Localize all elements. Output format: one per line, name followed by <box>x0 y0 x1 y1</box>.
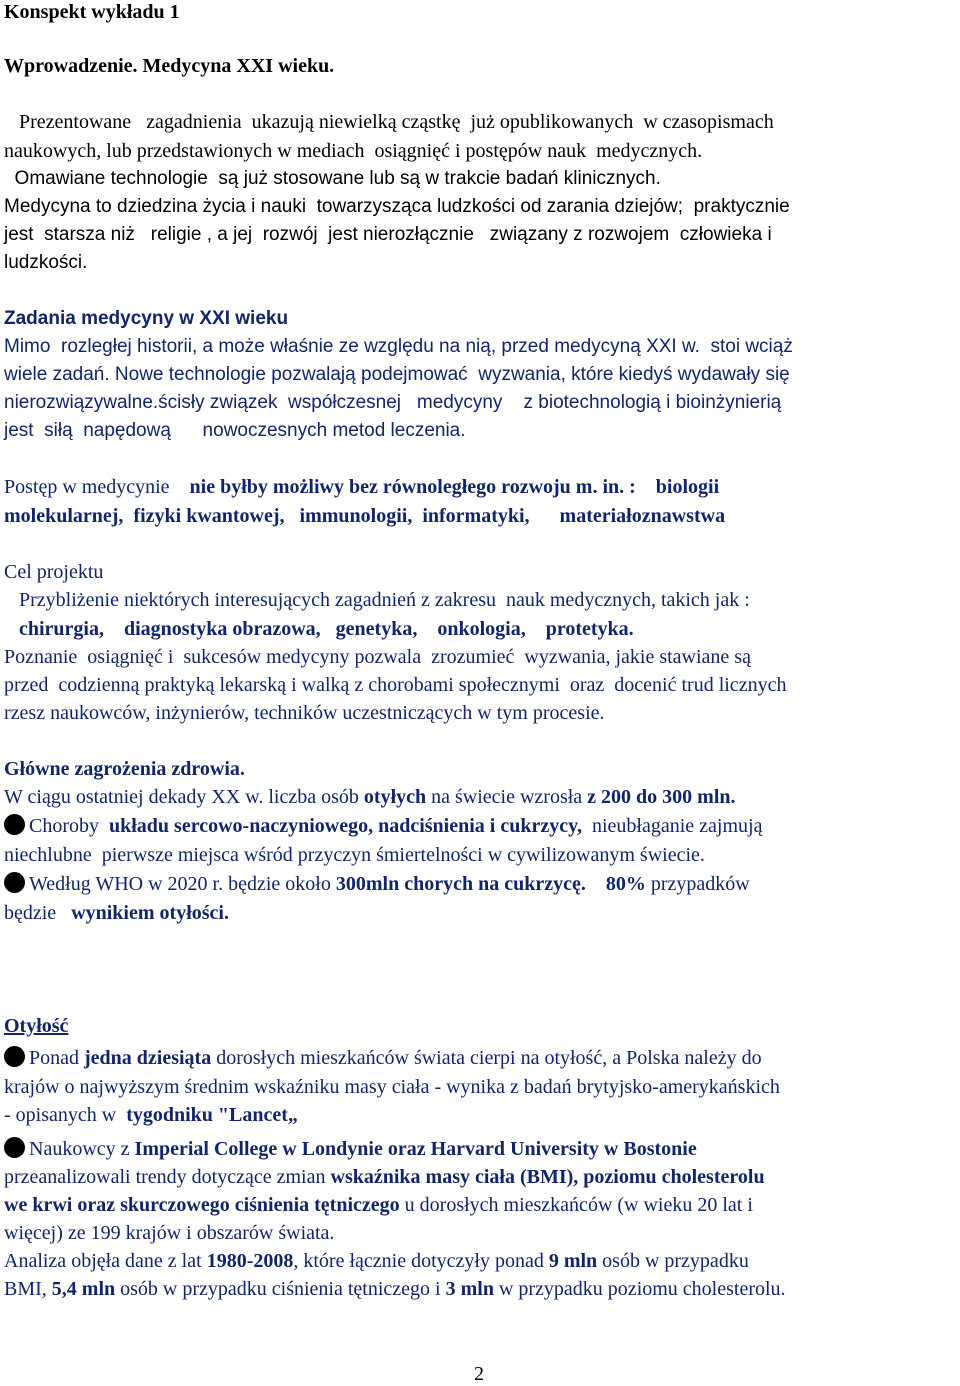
threats-line1: W ciągu ostatniej dekady XX w. liczba osób otyłych na świecie wzrosła z 200 do 300 mln. <box>4 786 736 808</box>
progress-line1: Postęp w medycynie nie byłby możliwy bez równoległego rozwoju m. in. : biologii <box>4 476 720 498</box>
goal-line2: chirurgia, diagnostyka obrazowa, genetyka, onkologia, protetyka. <box>4 618 634 640</box>
obesity-bullet2: Naukowcy z Imperial College w Londynie oraz Harvard University w Bostonie <box>4 1137 960 1161</box>
document-title: Konspekt wykładu 1 <box>4 1 180 23</box>
obesity-heading: Otyłość <box>4 1015 69 1037</box>
goal-line4: przed codzienną praktyką lekarską i walką z chorobami społecznymi oraz docenić trud licznych <box>4 674 787 696</box>
obesity-bullet1-line2: krajów o najwyższym średnim wskaźniku masy ciała - wynika z badań brytyjsko-amerykańskich <box>4 1076 780 1098</box>
intro-p1-line2: naukowych, lub przedstawionych w mediach osiągnięć i postępów nauk medycznych. <box>4 140 703 162</box>
obesity-analysis-line1: Analiza objęła dane z lat 1980-2008, które łącznie dotyczyły ponad 9 mln osób w przypadku <box>4 1250 749 1272</box>
threats-heading: Główne zagrożenia zdrowia. <box>4 758 245 780</box>
goal-heading: Cel projektu <box>4 561 104 583</box>
intro-heading: Wprowadzenie. Medycyna XXI wieku. <box>4 55 335 77</box>
goal-line5: rzesz naukowców, inżynierów, techników uczestniczących w tym procesie. <box>4 702 605 724</box>
tasks-line2: wiele zadań. Nowe technologie pozwalają podejmować wyzwania, które kiedyś wydawały się <box>4 364 790 385</box>
intro-p2: Omawiane technologie są już stosowane lub są w trakcie badań klinicznych. <box>4 168 661 189</box>
threats-bullet1-line2: niechlubne pierwsze miejsca wśród przyczyn śmiertelności w cywilizowanym świecie. <box>4 844 705 866</box>
threats-bullet1: Choroby układu sercowo-naczyniowego, nadciśnienia i cukrzycy, nieubłaganie zajmują <box>4 814 960 838</box>
intro-p3-line3: ludzkości. <box>4 252 88 273</box>
obesity-bullet2-line2: przeanalizowali trendy dotyczące zmian wskaźnika masy ciała (BMI), poziomu cholesterolu <box>4 1166 765 1188</box>
tasks-line1: Mimo rozległej historii, a może właśnie ze względu na nią, przed medycyną XXI w. stoi wciąż <box>4 336 793 357</box>
progress-line2: molekularnej, fizyki kwantowej, immunologii, informatyki, materiałoznawstwa <box>4 505 726 527</box>
intro-p1-line1: Prezentowane zagadnienia ukazują niewielką cząstkę już opublikowanych w czasopismach <box>4 111 774 133</box>
tasks-line3: nierozwiązywalne.ścisły związek współczesnej medycyny z biotechnologią i bioinżynierią <box>4 392 782 413</box>
intro-p3-line1: Medycyna to dziedzina życia i nauki towarzysząca ludzkości od zarania dziejów; praktycznie <box>4 196 790 217</box>
tasks-heading: Zadania medycyny w XXI wieku <box>4 308 289 329</box>
obesity-bullet2-line4: więcej) ze 199 krajów i obszarów świata. <box>4 1222 335 1244</box>
page-number: 2 <box>474 1363 484 1385</box>
goal-line3: Poznanie osiągnięć i sukcesów medycyny pozwala zrozumieć wyzwania, jakie stawiane są <box>4 646 751 668</box>
threats-bullet2: Według WHO w 2020 r. będzie około 300mln chorych na cukrzycę. 80% przypadków <box>4 872 960 896</box>
bullet-icon <box>4 872 25 893</box>
obesity-bullet1: Ponad jedna dziesiąta dorosłych mieszkańców świata cierpi na otyłość, a Polska należy do <box>4 1046 960 1070</box>
bullet-icon <box>4 814 25 835</box>
tasks-line4: jest siłą napędową nowoczesnych metod leczenia. <box>4 420 466 441</box>
threats-bullet2-line2: będzie wynikiem otyłości. <box>4 902 229 924</box>
obesity-analysis-line2: BMI, 5,4 mln osób w przypadku ciśnienia tętniczego i 3 mln w przypadku poziomu cholesterolu. <box>4 1278 786 1300</box>
goal-line1: Przybliżenie niektórych interesujących zagadnień z zakresu nauk medycznych, takich jak : <box>4 589 750 611</box>
intro-p3-line2: jest starsza niż religie , a jej rozwój jest nierozłącznie związany z rozwojem człowieka i <box>4 224 772 245</box>
obesity-bullet1-line3: - opisanych w tygodniku "Lancet„ <box>4 1104 298 1126</box>
bullet-icon <box>4 1046 25 1067</box>
obesity-bullet2-line3: we krwi oraz skurczowego ciśnienia tętniczego u dorosłych mieszkańców (w wieku 20 lat i <box>4 1194 753 1216</box>
bullet-icon <box>4 1137 25 1158</box>
